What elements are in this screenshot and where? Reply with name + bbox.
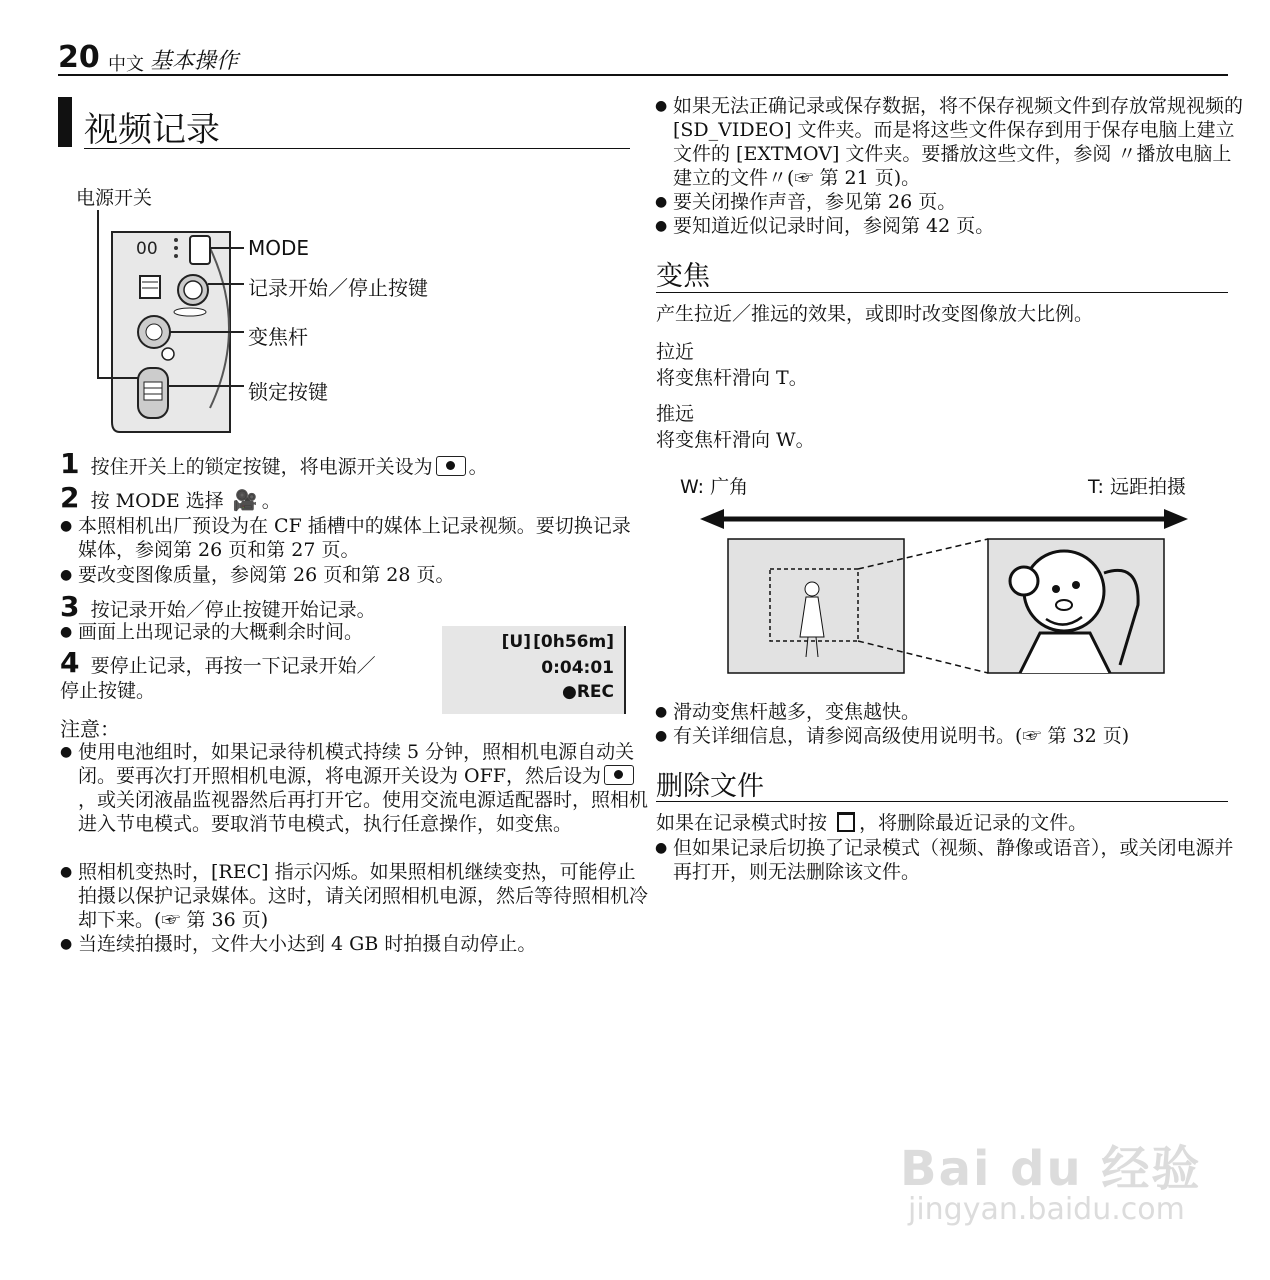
list-item: ● 要关闭操作声音，参见第 26 页。 [655, 190, 1245, 214]
elapsed-time: 0:04:01 [541, 658, 614, 678]
title-bar [58, 97, 72, 147]
remaining-time: [0h56m] [533, 632, 614, 652]
step-number: 1 [60, 447, 80, 480]
page-header [58, 40, 1228, 76]
list-item: ● 有关详细信息，请参阅高级使用说明书。(☞ 第 32 页) [655, 724, 1245, 748]
lcd-screen-display [442, 626, 626, 714]
list-item: ● 当连续拍摄时，文件大小达到 4 GB 时拍摄自动停止。 [60, 932, 648, 956]
list-item: ● 但如果记录后切换了记录模式（视频、静像或语音），或关闭电源并再打开，则无法删除该文件。 [655, 836, 1245, 884]
callout-record-button: 记录开始／停止按键 [248, 276, 428, 300]
note-text: 使用电池组时，如果记录待机模式持续 5 分钟，照相机电源自动关闭。要再次打开照相机电源，将电源开关设为 OFF，然后设为 [78, 741, 635, 787]
callout-lock-button: 锁定按键 [248, 380, 328, 404]
step-text: 按住开关上的锁定按键，将电源开关设为 [90, 456, 433, 478]
step-text-end: 。 [261, 490, 281, 512]
zoom-out-text: 将变焦杆滑向 W。 [656, 429, 815, 451]
list-item: ● 要改变图像质量，参阅第 26 页和第 28 页。 [60, 563, 648, 587]
record-mode-icon [604, 765, 634, 785]
callout-mode: MODE [248, 236, 310, 260]
page-title: 视频记录 [84, 110, 220, 150]
delete-rule [656, 801, 1228, 802]
video-mode-icon: 🎥 [232, 488, 258, 512]
step-2 [60, 481, 630, 514]
delete-text-a: 如果在记录模式时按 [656, 812, 828, 834]
zoom-intro: 产生拉近／推远的效果，或即时改变图像放大比例。 [656, 303, 1094, 325]
media-indicator: [U] [501, 632, 531, 652]
step-3 [60, 590, 630, 623]
record-mode-icon [436, 456, 466, 476]
tele-label: T: 远距拍摄 [1088, 476, 1186, 498]
step-text: 要停止记录，再按一下记录开始／ [90, 655, 376, 677]
list-item: ● 画面上出现记录的大概剩余时间。 [60, 620, 458, 644]
title-rule [84, 148, 630, 149]
step-number: 3 [60, 590, 80, 623]
delete-title: 删除文件 [656, 771, 764, 802]
step-text-end: 。 [468, 456, 488, 478]
delete-text-b: ，将删除最近记录的文件。 [859, 812, 1088, 834]
page-number: 20 [58, 40, 100, 75]
svg-text:00: 00 [136, 239, 158, 259]
zoom-out-label: 推远 [656, 403, 695, 425]
watermark-logo: Bai du 经验 [900, 1141, 1202, 1197]
language-label: 中文 [108, 54, 144, 75]
step-text: 按记录开始／停止按键开始记录。 [90, 599, 376, 621]
zoom-illustration [700, 505, 1190, 677]
list-item: ● 要知道近似记录时间，参阅第 42 页。 [655, 214, 1245, 238]
list-item: ● 本照相机出厂预设为在 CF 插槽中的媒体上记录视频。要切换记录媒体，参阅第 26 页和第 27 页。 [60, 514, 648, 562]
power-switch-label: 电源开关 [76, 187, 153, 209]
trash-icon [837, 812, 855, 832]
section-label: 基本操作 [150, 49, 239, 74]
step-text: 按 MODE 选择 [90, 490, 224, 512]
zoom-title: 变焦 [656, 261, 710, 292]
step-number: 2 [60, 481, 80, 514]
step-1 [60, 447, 630, 480]
zoom-in-label: 拉近 [656, 341, 695, 363]
list-item: ● 照相机变热时，[REC] 指示闪烁。如果照相机继续变热，可能停止拍摄以保护记录媒体。这时，请关闭照相机电源，然后等待照相机冷却下来。(☞ 第 36 页) [60, 860, 648, 932]
step-number: 4 [60, 646, 80, 679]
note-text-cont: ，或关闭液晶监视器然后再打开它。使用交流电源适配器时，照相机进入节电模式。要取消节电模式，执行任意操作，如变焦。 [78, 789, 649, 835]
camera-diagram [80, 208, 250, 440]
wide-label: W: 广角 [680, 476, 749, 498]
rec-indicator: ●REC [561, 682, 614, 702]
watermark-url: jingyan.baidu.com [908, 1192, 1185, 1227]
notes-title: 注意： [60, 717, 120, 741]
step-text-cont: 停止按键。 [60, 680, 156, 702]
callout-zoom-lever: 变焦杆 [248, 325, 308, 349]
list-item [60, 740, 648, 836]
list-item: ● 如果无法正确记录或保存数据，将不保存视频文件到存放常规视频的 [SD_VIDEO] 文件夹。而是将这些文件保存到用于保存电脑上建立文件的 [EXTMOV] 文件夹。要播放这些文件，参阅 〃播放电脑上建立的文件〃(☞ 第 21 页)。 [655, 94, 1245, 190]
zoom-rule [656, 292, 1228, 293]
list-item: ● 滑动变焦杆越多，变焦越快。 [655, 700, 1245, 724]
zoom-in-text: 将变焦杆滑向 T。 [656, 367, 808, 389]
delete-text [656, 811, 1087, 835]
step-4 [60, 646, 440, 703]
